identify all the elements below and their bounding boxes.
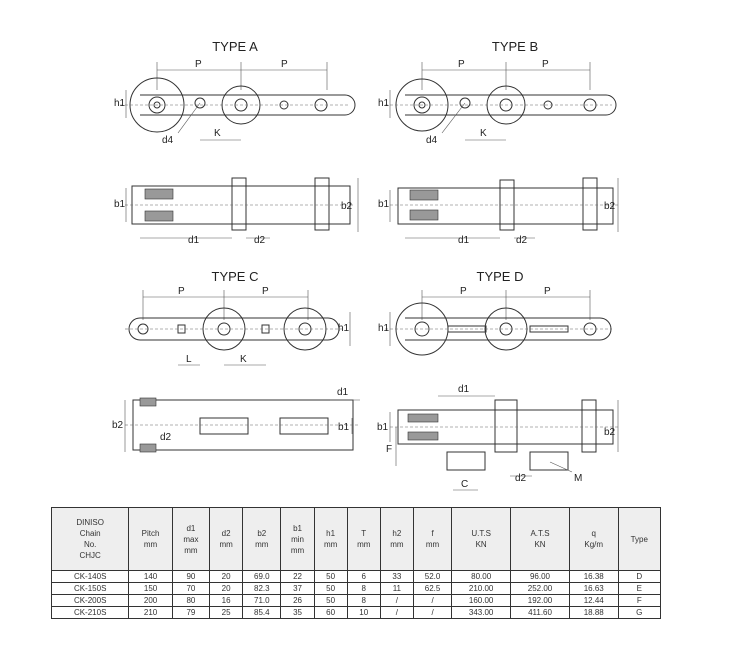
- cell: 33: [380, 571, 413, 583]
- cell: /: [413, 607, 451, 619]
- cell: 210: [129, 607, 172, 619]
- cell: F: [618, 595, 660, 607]
- cell: 411.60: [511, 607, 570, 619]
- cell: 22: [281, 571, 314, 583]
- cell: 85.4: [243, 607, 281, 619]
- cell: /: [380, 595, 413, 607]
- cell: 80.00: [452, 571, 511, 583]
- cell: 90: [172, 571, 209, 583]
- cell: 82.3: [243, 583, 281, 595]
- col-f: f mm: [413, 508, 451, 571]
- cell: G: [618, 607, 660, 619]
- cell: 252.00: [511, 583, 570, 595]
- cell: 96.00: [511, 571, 570, 583]
- cell: CK-150S: [52, 583, 129, 595]
- cell: 79: [172, 607, 209, 619]
- type-c-b1-label: b1: [338, 422, 350, 433]
- cell: 160.00: [452, 595, 511, 607]
- col-d1: d1 max mm: [172, 508, 209, 571]
- table-row: [52, 583, 661, 595]
- type-a-d4-label: d4: [162, 135, 174, 146]
- col-h2: h2 mm: [380, 508, 413, 571]
- type-b-pitch-label-2: P: [542, 59, 549, 70]
- cell: 50: [314, 583, 347, 595]
- type-a-b2-label: b2: [341, 201, 353, 212]
- type-c-d2-label: d2: [160, 432, 172, 443]
- cell: D: [618, 571, 660, 583]
- type-a-d2-label: d2: [254, 235, 266, 246]
- cell: 20: [210, 583, 243, 595]
- cell: 26: [281, 595, 314, 607]
- type-c-l-label: L: [186, 354, 192, 365]
- cell: 20: [210, 571, 243, 583]
- cell: CK-210S: [52, 607, 129, 619]
- cell: 16.63: [569, 583, 618, 595]
- type-d-pitch-label-1: P: [460, 286, 467, 297]
- type-b-b2-label: b2: [604, 201, 616, 212]
- cell: 25: [210, 607, 243, 619]
- cell: 37: [281, 583, 314, 595]
- cell: 210.00: [452, 583, 511, 595]
- cell: 16: [210, 595, 243, 607]
- col-pitch: Pitch mm: [129, 508, 172, 571]
- table-row: [52, 607, 661, 619]
- type-b-d1-label: d1: [458, 235, 470, 246]
- cell: 10: [347, 607, 380, 619]
- col-chain-no: DINISO Chain No. CHJC: [52, 508, 129, 571]
- cell: 71.0: [243, 595, 281, 607]
- cell: /: [380, 607, 413, 619]
- type-b-group: [378, 39, 618, 246]
- type-d-title: TYPE D: [476, 269, 524, 284]
- cell: 50: [314, 571, 347, 583]
- type-c-d1-label: d1: [337, 387, 349, 398]
- type-b-k-label: K: [480, 128, 487, 139]
- col-q: q Kg/m: [569, 508, 618, 571]
- type-b-d4-label: d4: [426, 135, 438, 146]
- chain-spec-table: [51, 507, 661, 619]
- cell: 52.0: [413, 571, 451, 583]
- type-c-b2-label: b2: [112, 420, 124, 431]
- cell: 140: [129, 571, 172, 583]
- col-type: Type: [618, 508, 660, 571]
- col-b2: b2 mm: [243, 508, 281, 571]
- type-d-h1-label: h1: [378, 323, 390, 334]
- col-t: T mm: [347, 508, 380, 571]
- col-uts: U.T.S KN: [452, 508, 511, 571]
- cell: 70: [172, 583, 209, 595]
- type-b-h1-label: h1: [378, 98, 390, 109]
- type-d-group: [377, 269, 620, 490]
- col-d2: d2 mm: [210, 508, 243, 571]
- type-b-d2-label: d2: [516, 235, 528, 246]
- type-d-m-label: M: [574, 473, 583, 484]
- cell: CK-140S: [52, 571, 129, 583]
- type-d-b1-label: b1: [377, 422, 389, 433]
- type-d-pitch-label-2: P: [544, 286, 551, 297]
- col-b1: b1 min mm: [281, 508, 314, 571]
- cell: 62.5: [413, 583, 451, 595]
- type-a-k-label: K: [214, 128, 221, 139]
- type-b-b1-label: b1: [378, 199, 390, 210]
- type-a-h1-label: h1: [114, 98, 126, 109]
- type-c-title: TYPE C: [211, 269, 259, 284]
- cell: 192.00: [511, 595, 570, 607]
- type-a-b1-label: b1: [114, 199, 126, 210]
- cell: 12.44: [569, 595, 618, 607]
- cell: 35: [281, 607, 314, 619]
- type-c-group: [112, 269, 360, 452]
- type-c-h1-label: h1: [338, 323, 350, 334]
- type-c-pitch-label-1: P: [178, 286, 185, 297]
- type-c-pitch-label-2: P: [262, 286, 269, 297]
- cell: 16.38: [569, 571, 618, 583]
- col-ats: A.T.S KN: [511, 508, 570, 571]
- type-c-k-label: K: [240, 354, 247, 365]
- table-row: [52, 571, 661, 583]
- type-a-d1-label: d1: [188, 235, 200, 246]
- type-b-title: TYPE B: [491, 39, 539, 54]
- type-b-pitch-label-1: P: [458, 59, 465, 70]
- cell: 50: [314, 595, 347, 607]
- type-d-f-label: F: [386, 444, 393, 455]
- cell: 60: [314, 607, 347, 619]
- type-a-title: TYPE A: [212, 39, 258, 54]
- type-d-c-label: C: [461, 479, 469, 490]
- type-d-d1-label: d1: [458, 384, 470, 395]
- col-h1: h1 mm: [314, 508, 347, 571]
- type-a-pitch-label-1: P: [195, 59, 202, 70]
- type-a-group: [114, 39, 358, 246]
- cell: 80: [172, 595, 209, 607]
- type-d-d2-label: d2: [515, 473, 527, 484]
- cell: 11: [380, 583, 413, 595]
- type-d-b2-label: b2: [604, 427, 616, 438]
- cell: 150: [129, 583, 172, 595]
- table-header-row: [52, 508, 661, 571]
- cell: 343.00: [452, 607, 511, 619]
- cell: E: [618, 583, 660, 595]
- cell: 8: [347, 595, 380, 607]
- type-a-pitch-label-2: P: [281, 59, 288, 70]
- cell: 6: [347, 571, 380, 583]
- cell: 18.88: [569, 607, 618, 619]
- cell: 200: [129, 595, 172, 607]
- cell: 8: [347, 583, 380, 595]
- table-row: [52, 595, 661, 607]
- cell: 69.0: [243, 571, 281, 583]
- cell: CK-200S: [52, 595, 129, 607]
- cell: /: [413, 595, 451, 607]
